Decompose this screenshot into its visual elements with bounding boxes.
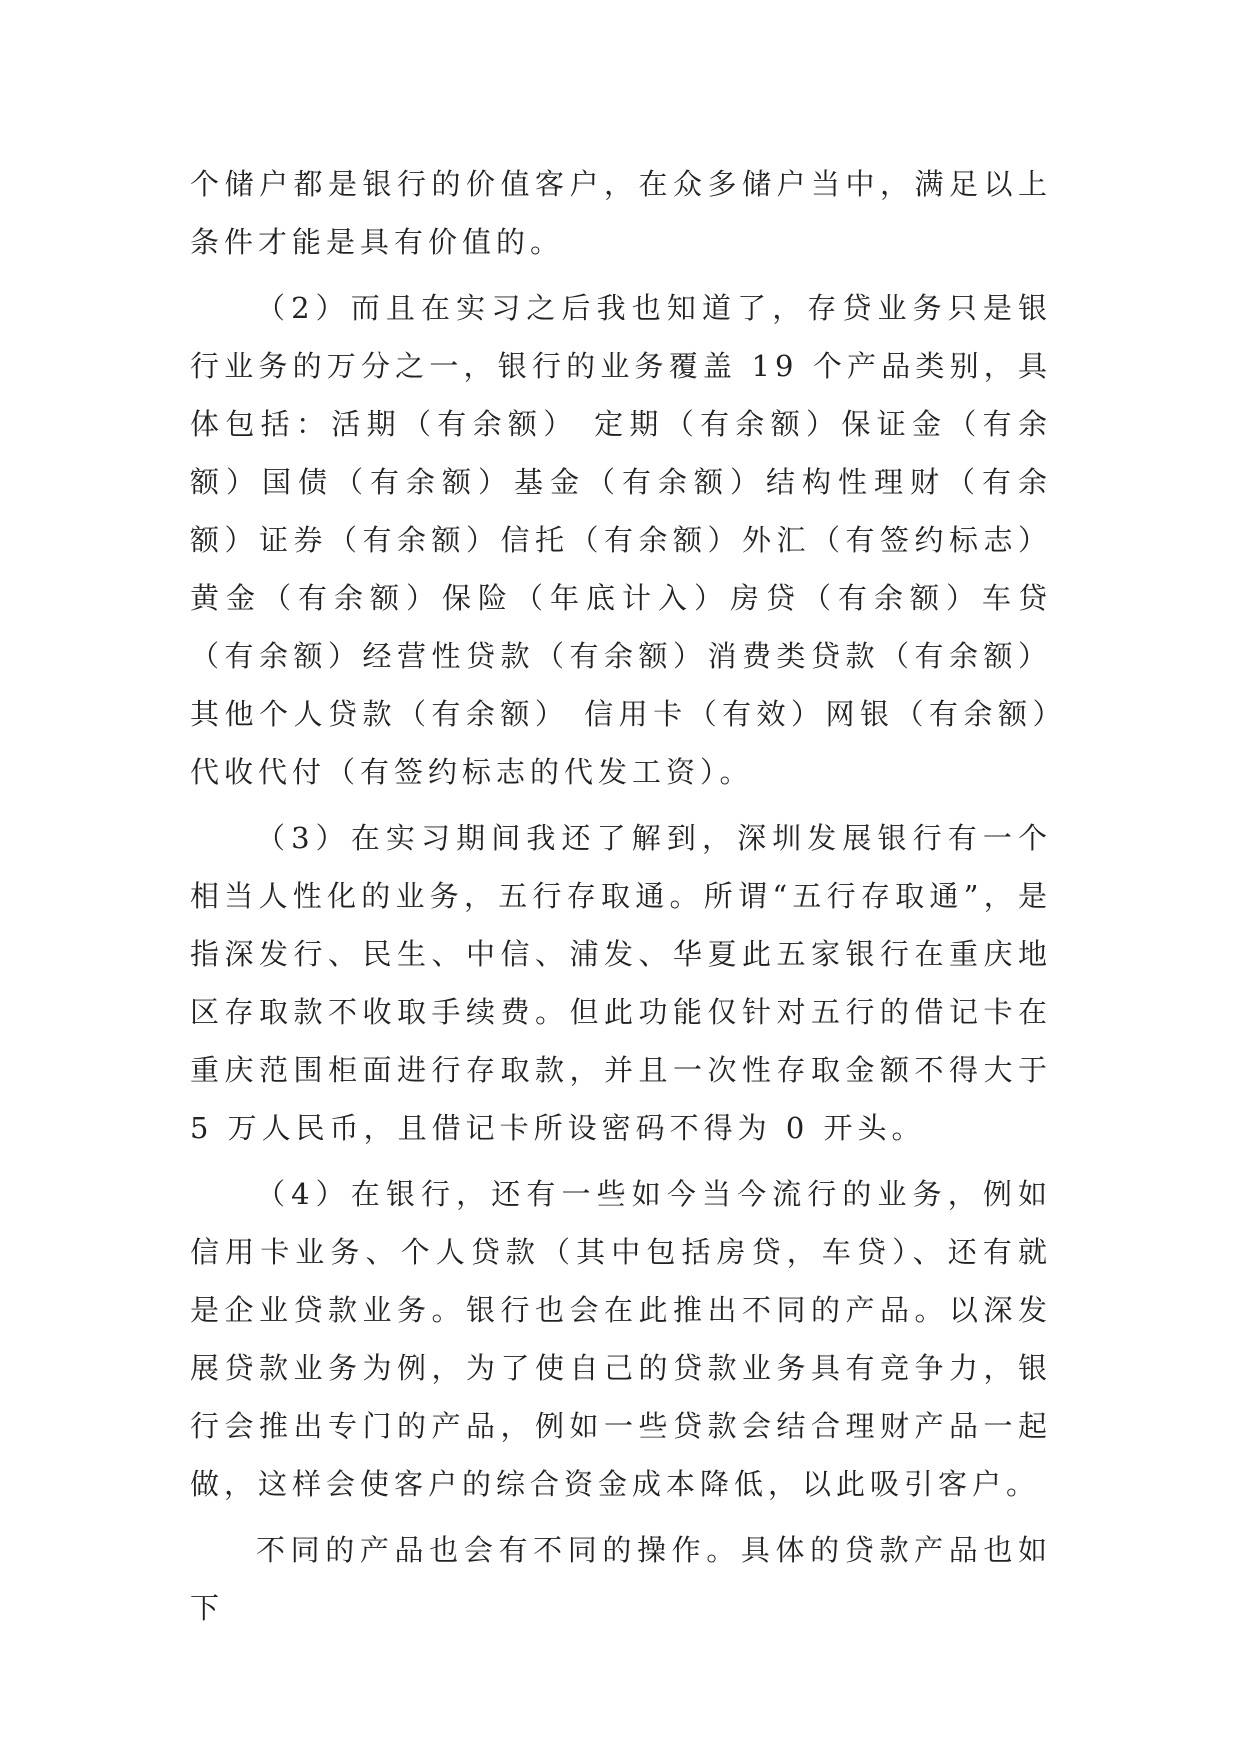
paragraph-item-2: （2）而且在实习之后我也知道了，存贷业务只是银行业务的万分之一，银行的业务覆盖 19 个产品类别，具体包括：活期（有余额） 定期（有余额）保证金（有余额）国债（有余额）基金（有余额）结构性理财（有余额）证券（有余额）信托（有余额）外汇（有签约标志）黄金（有余额）保险（年底计入）房贷（有余额）车贷（有余额）经营性贷款（有余额）消费类贷款（有余额） 其他个人贷款（有余额） 信用卡（有效）网银（有余额）代收代付（有签约标志的代发工资）。 — [190, 291, 1052, 789]
paragraph-item-3: （3）在实习期间我还了解到，深圳发展银行有一个相当人性化的业务，五行存取通。所谓“五行存取通”，是指深发行、民生、中信、浦发、华夏此五家银行在重庆地区存取款不收取手续费。但此功能仅针对五行的借记卡在重庆范围柜面进行存取款，并且一次性存取金额不得大于 5 万人民币，且借记卡所设密码不得为 0 开头。 — [190, 821, 1052, 1145]
paragraph-item-4: （4）在银行，还有一些如今当今流行的业务，例如信用卡业务、个人贷款（其中包括房贷，车贷）、还有就是企业贷款业务。银行也会在此推出不同的产品。以深发展贷款业务为例，为了使自己的贷款业务具有竞争力，银行会推出专门的产品，例如一些贷款会结合理财产品一起做，这样会使客户的综合资金成本降低，以此吸引客户。 — [190, 1177, 1052, 1501]
paragraph-continuation: 个储户都是银行的价值客户，在众多储户当中，满足以上条件才能是具有价值的。 — [190, 167, 1052, 259]
paragraph-products: 不同的产品也会有不同的操作。具体的贷款产品也如下 — [190, 1533, 1052, 1625]
document-body — [190, 155, 1052, 1637]
